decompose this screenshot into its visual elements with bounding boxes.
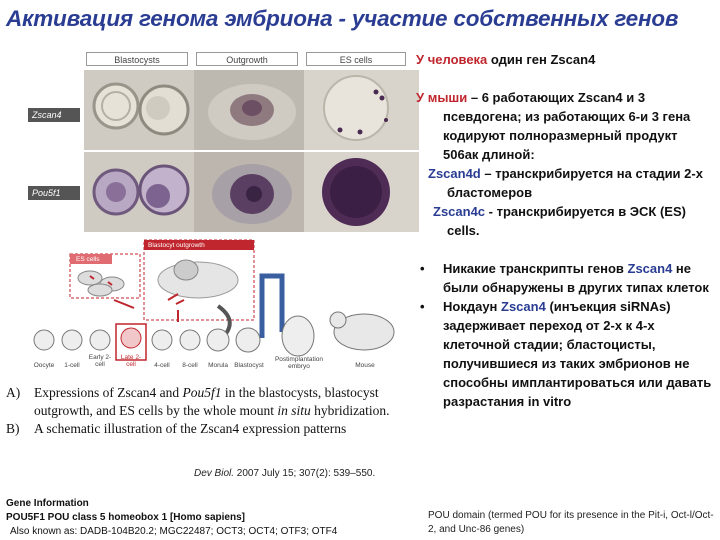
stage-mouse: Mouse	[355, 362, 375, 369]
gene-info	[6, 497, 337, 539]
stage-1-cell: 1-cell	[64, 362, 80, 369]
stage-8-cell: 8-cell	[182, 362, 198, 369]
zscan4d-paragraph: Zscan4d – транскрибируется на стадии 2-х бластомеров	[428, 166, 703, 200]
caption-item-b: B) A schematic illustration of the Zscan4 expression patterns	[6, 421, 347, 436]
citation: Dev Biol. 2007 July 15; 307(2): 539–550.	[194, 468, 376, 479]
gene-info-name: POU5F1 POU class 5 homeobox 1 [Homo sapiens]	[6, 512, 245, 523]
row-label-pou5f1: Pou5f1	[28, 186, 80, 200]
header-blastocysts: Blastocysts	[86, 52, 188, 66]
bullet-knockdown: • Нокдаун Zscan4 (инъекция siRNAs) задерживает переход от 2-х к 4-х клеточной стадии; бластоцисты, получившиеся из таких эмбрионов не способны имплантироваться или давать разрастания in vitro	[420, 299, 712, 409]
figure-caption	[6, 384, 406, 438]
es-cells-label: ES cells	[76, 256, 100, 263]
outgrowth-image	[194, 152, 309, 232]
micrograph-pou5f1-outgrowth	[194, 152, 309, 232]
stage-4-cell: 4-cell	[154, 362, 170, 369]
gene-info-heading: Gene Information	[6, 498, 89, 509]
stage-late-2-cell: Late 2-cell	[120, 354, 142, 368]
es-colony-image	[304, 70, 406, 150]
header-es-cells: ES cells	[306, 52, 406, 66]
header-outgrowth: Outgrowth	[196, 52, 298, 66]
es-colony-image	[304, 152, 406, 232]
mouse-paragraph: У мыши – 6 работающих Zscan4 и 3 псевдогена; из работающих 6-и 3 гена кодируют полноразмерный продукт 506ак длиной:	[416, 90, 691, 162]
figure	[6, 48, 408, 372]
stage-postimplantation: Postimplantation embryo	[274, 356, 324, 370]
micrograph-pou5f1-es	[304, 152, 419, 232]
bullet-no-transcripts: • Никакие транскрипты генов Zscan4 не были обнаружены в других типах клеток	[420, 261, 709, 295]
stage-morula: Morula	[208, 362, 228, 369]
micrograph-pou5f1-blastocyst	[84, 152, 199, 232]
blastocyst-outgrowth-label: Blastocyt outgrowth	[148, 242, 205, 249]
gene-info-aka: Also known as: DADB-104B20.2; MGC22487; OCT3; OCT4; OTF3; OTF4	[10, 526, 338, 537]
micrograph-zscan4-blastocyst	[84, 70, 199, 150]
zscan4c-paragraph: Zscan4c - транскрибируется в ЭСК (ES) cells.	[433, 204, 686, 238]
row-label-zscan4: Zscan4	[28, 108, 80, 122]
micrograph-zscan4-outgrowth	[194, 70, 309, 150]
outgrowth-image	[194, 70, 309, 150]
blastocyst-image	[84, 152, 199, 232]
slide-title: Активация генома эмбриона - участие собственных генов	[6, 6, 679, 31]
stage-blastocyst: Blastocyst	[234, 362, 264, 369]
panel-a	[28, 52, 408, 232]
stage-oocyte: Oocyte	[33, 362, 55, 369]
right-text-column	[416, 50, 716, 411]
micrograph-zscan4-es	[304, 70, 419, 150]
pou-footnote: POU domain (termed POU for its presence in the Pit-i, Oct-l/Oct-2, and Unc-86 genes)	[428, 510, 714, 535]
panel-b	[28, 236, 408, 372]
human-line: У человека один ген Zscan4	[416, 52, 596, 67]
stage-early-2-cell: Early 2-cell	[88, 354, 112, 368]
caption-item-a: A) Expressions of Zscan4 and Pou5f1 in the blastocysts, blastocyst outgrowth, and ES cells by the whole mount in situ hybridization.	[6, 385, 390, 418]
blastocyst-image	[84, 70, 199, 150]
